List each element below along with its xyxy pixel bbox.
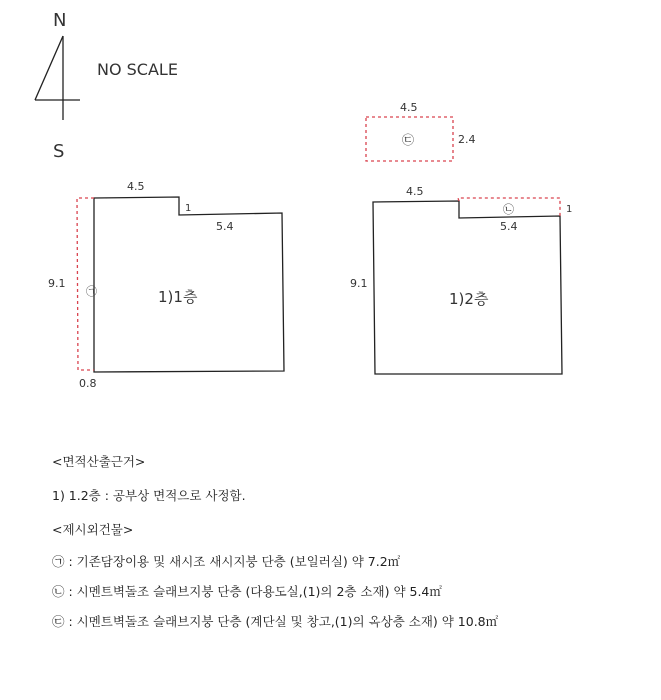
area-basis-title: <면적산출근거> (52, 454, 146, 469)
floor2-outline (373, 201, 562, 374)
floor2-plan (350, 185, 572, 374)
note-item-a: ㉠ : 기존담장이용 및 새시조 새시지붕 단층 (보일러실) 약 7.2㎡ (52, 554, 401, 569)
rooftop-dim-right: 2.4 (458, 133, 476, 146)
compass-south-label: S (53, 141, 65, 162)
rooftop-plan (366, 101, 476, 161)
floor1-dim-step: 1 (185, 203, 192, 214)
marker-b: ㉡ (503, 203, 514, 216)
floor2-dim-left: 9.1 (350, 277, 368, 290)
note-item-b: ㉡ : 시멘트벽돌조 슬래브지붕 단층 (다용도실,(1)의 2층 소재) 약 5.4㎡ (52, 584, 442, 599)
note-item-c: ㉢ : 시멘트벽돌조 슬래브지붕 단층 (계단실 및 창고,(1)의 옥상층 소재) 약 10.8㎡ (52, 614, 499, 629)
floor1-dim-left: 9.1 (48, 277, 66, 290)
floor2-dim-top: 4.5 (406, 185, 424, 198)
north-arrow (35, 10, 80, 162)
floor1-plan (48, 180, 284, 390)
marker-a: ㉠ (86, 285, 97, 298)
scale-note: NO SCALE (97, 60, 178, 79)
floor2-dim-right-top: 5.4 (500, 220, 518, 233)
floor1-outline (94, 197, 284, 372)
rooftop-dim-top: 4.5 (400, 101, 418, 114)
floor1-dim-bottom-left: 0.8 (79, 377, 97, 390)
floor1-room-label: 1)1층 (158, 288, 198, 306)
marker-c: ㉢ (402, 133, 415, 147)
floor1-dim-top: 4.5 (127, 180, 145, 193)
area-basis-line: 1) 1.2층 : 공부상 면적으로 사정함. (52, 488, 246, 503)
outside-buildings-title: <제시외건물> (52, 522, 134, 537)
compass-north-label: N (53, 10, 67, 31)
extension-a-outline (77, 198, 94, 370)
floor2-room-label: 1)2층 (449, 290, 489, 308)
floor1-dim-right-top: 5.4 (216, 220, 234, 233)
floor2-dim-step: 1 (566, 204, 573, 215)
